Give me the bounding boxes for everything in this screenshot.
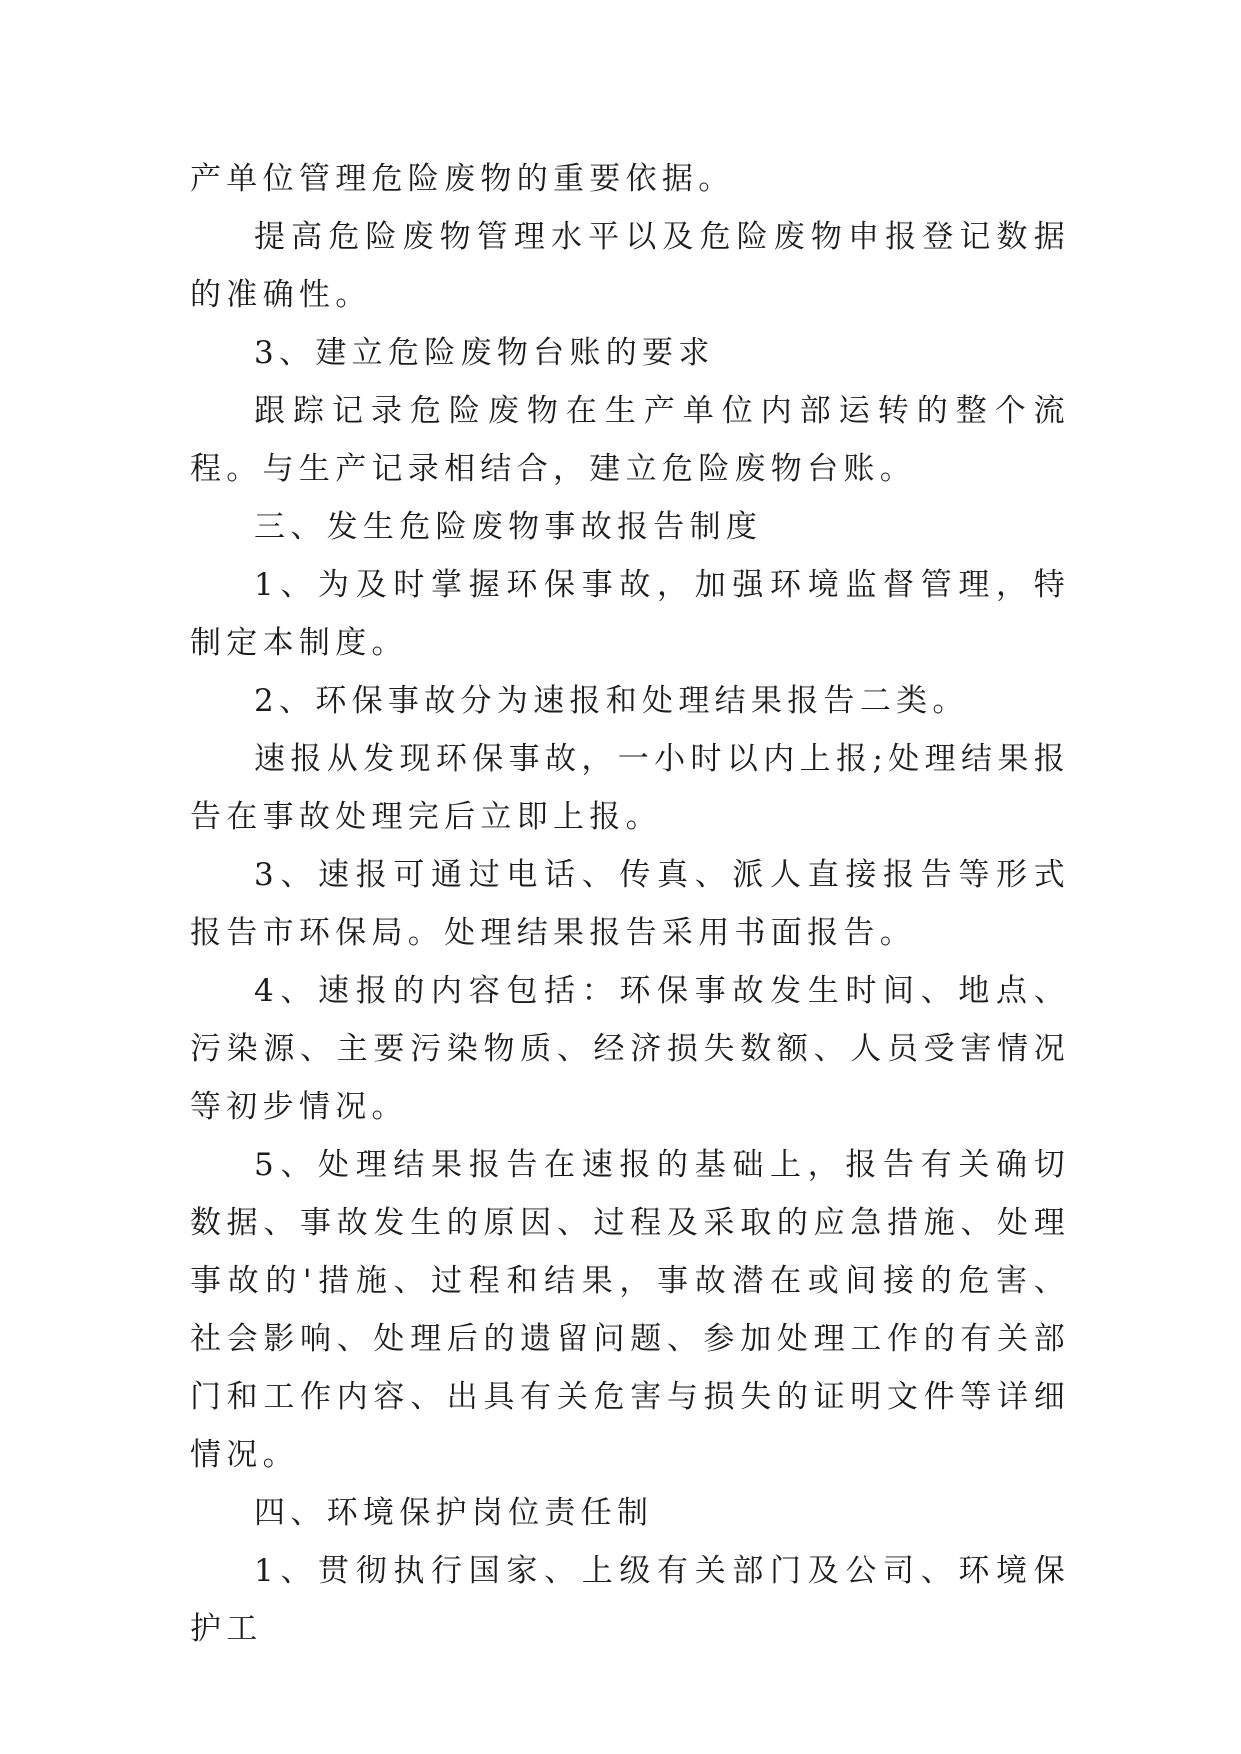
paragraph: 跟踪记录危险废物在生产单位内部运转的整个流程。与生产记录相结合，建立危险废物台账。 <box>190 393 1070 487</box>
paragraph: 1、为及时掌握环保事故，加强环境监督管理，特制定本制度。 <box>190 567 1070 661</box>
paragraph: 速报从发现环保事故，一小时以内上报;处理结果报告在事故处理完后立即上报。 <box>190 741 1070 835</box>
paragraph: 产单位管理危险废物的重要依据。 <box>190 161 735 197</box>
document-body <box>190 150 1070 1658</box>
section-heading: 四、环境保护岗位责任制 <box>254 1495 654 1531</box>
paragraph: 提高危险废物管理水平以及危险废物申报登记数据的准确性。 <box>190 219 1070 313</box>
paragraph: 1、贯彻执行国家、上级有关部门及公司、环境保护工 <box>190 1553 1070 1647</box>
section-heading: 三、发生危险废物事故报告制度 <box>254 509 763 545</box>
paragraph: 2、环保事故分为速报和处理结果报告二类。 <box>254 683 969 719</box>
section-heading: 3、建立危险废物台账的要求 <box>254 335 715 371</box>
paragraph: 5、处理结果报告在速报的基础上，报告有关确切数据、事故发生的原因、过程及采取的应急措施、处理事故的'措施、过程和结果，事故潜在或间接的危害、社会影响、处理后的遗留问题、参加处理工作的有关部门和工作内容、出具有关危害与损失的证明文件等详细情况。 <box>190 1147 1070 1473</box>
paragraph: 4、速报的内容包括：环保事故发生时间、地点、污染源、主要污染物质、经济损失数额、人员受害情况等初步情况。 <box>190 973 1070 1125</box>
paragraph: 3、速报可通过电话、传真、派人直接报告等形式报告市环保局。处理结果报告采用书面报告。 <box>190 857 1070 951</box>
